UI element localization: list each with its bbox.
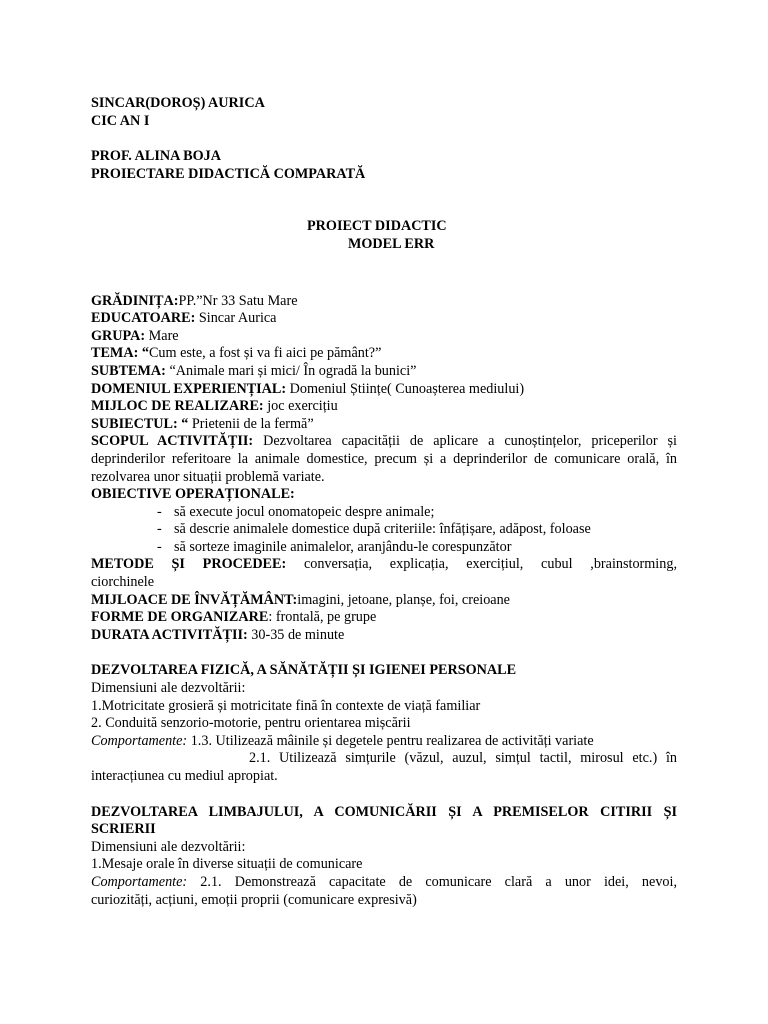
behavior-label: Comportamente: [91,873,188,890]
field-value: Sincar Aurica [195,310,277,327]
methods-line-2: ciorchinele [91,574,155,591]
objective-item [91,521,677,539]
bullet-dash: - [157,503,162,520]
objective-item [91,539,677,557]
objective-text: să sorteze imaginile animalelor, aranjându-le corespunzător [174,538,512,555]
section-heading: DEZVOLTAREA FIZICĂ, A SĂNĂTĂȚII ȘI IGIENEI PERSONALE [91,662,517,679]
dimension-item: 1.Motricitate grosieră și motricitate fină în contexte de viață familiar [91,697,481,714]
field-value: 30-35 de minute [247,626,345,643]
objectives-label: OBIECTIVE OPERAȚIONALE: [91,486,295,503]
field-label: SUBIECTUL: “ [91,415,189,432]
section-heading-cont: SCRIERII [91,821,156,838]
field-tema [91,345,677,363]
field-grupa [91,328,677,346]
behavior-text: 1.3. Utilizează mâinile și degetele pentru realizarea de activități variate [187,732,594,749]
field-value: joc exercițiu [263,398,338,415]
field-value: “Animale mari și mici/ În ogradă la bunici” [165,362,417,379]
field-mijloace [91,592,677,610]
methods-label: METODE ȘI PROCEDEE: [91,556,287,573]
dimension-item: 1.Mesaje orale în diverse situații de comunicare [91,856,363,873]
study-cycle: CIC AN I [91,112,150,129]
scope-text: Dezvoltarea capacității de aplicare a cunoștințelor, priceperilor și [253,433,677,450]
behavior-line: 2.1. Utilizează simțurile (văzul, auzul, simțul tactil, mirosul etc.) în [249,750,677,767]
field-label: EDUCATOARE: [91,310,196,327]
objective-text: să execute jocul onomatopeic despre animale; [174,503,435,520]
field-value: Domeniul Științe( Cunoașterea mediului) [286,380,525,397]
bullet-dash: - [157,538,162,555]
section-heading: DEZVOLTAREA LIMBAJULUI, A COMUNICĂRII ȘI A PREMISELOR CITIRII ȘI [91,803,677,820]
field-durata [91,627,677,645]
field-subtema [91,363,677,381]
objective-item [91,504,677,522]
methods-text: conversația, explicația, exercițiul, cubul ,brainstorming, [286,556,677,573]
field-subiectul [91,416,677,434]
field-label: MIJLOACE DE ÎNVĂȚĂMÂNT: [91,591,298,608]
field-label: MIJLOC DE REALIZARE: [91,398,264,415]
field-label: TEMA: “ [91,345,149,362]
document-subtitle: MODEL ERR [348,235,435,252]
behavior-line: interacțiunea cu mediul apropiat. [91,768,278,784]
field-mijloc [91,398,677,416]
dimensions-label: Dimensiuni ale dezvoltării: [91,680,246,697]
field-label: SUBTEMA: [91,362,166,379]
scope-label: SCOPUL ACTIVITĂȚII: [91,433,254,450]
behavior-line [91,874,677,892]
dimension-item: 2. Conduită senzorio-motorie, pentru orientarea mișcării [91,715,411,732]
field-domeniul [91,381,677,399]
field-label: FORME DE ORGANIZARE [91,609,269,626]
methods-line-1 [91,556,677,574]
professor-name: PROF. ALINA BOJA [91,148,221,165]
field-label: DOMENIUL EXPERIENȚIAL: [91,380,287,397]
field-value: Prietenii de la fermă” [188,415,314,432]
behavior-label: Comportamente: [91,732,188,749]
document-page [91,95,677,909]
field-forme [91,609,677,627]
dimensions-label: Dimensiuni ale dezvoltării: [91,838,246,855]
behavior-line [91,733,677,751]
student-name: SINCAR(DOROȘ) AURICA [91,95,265,111]
course-name: PROIECTARE DIDACTICĂ COMPARATĂ [91,165,366,182]
scope-line-2: deprinderilor referitoare la animale domestice, precum și a deprinderilor de comunicare orală, în [91,450,677,467]
field-value: imagini, jetoane, planșe, foi, creioane [297,591,510,608]
field-educatoare [91,310,677,328]
scope-line-3: rezolvarea unor situații problemă variate. [91,468,325,485]
objective-text: să descrie animalele domestice după criteriile: înfățișare, adăpost, foloase [174,521,591,538]
bullet-dash: - [157,521,162,538]
document-title: PROIECT DIDACTIC [307,218,447,235]
field-gradinita [91,293,677,311]
scope-line-1 [91,433,677,451]
behavior-line: curiozități, acțiuni, emoții proprii (comunicare expresivă) [91,891,417,908]
field-value: Mare [145,327,179,344]
field-value: PP.”Nr 33 Satu Mare [178,292,298,309]
behavior-text: 2.1. Demonstrează capacitate de comunicare clară a unor idei, nevoi, [187,873,677,890]
field-label: DURATA ACTIVITĂȚII: [91,626,248,643]
field-value: Cum este, a fost și va fi aici pe pământ?” [148,345,382,362]
field-value: : frontală, pe grupe [268,609,377,626]
field-label: GRĂDINIȚA: [91,292,179,309]
field-label: GRUPA: [91,327,146,344]
